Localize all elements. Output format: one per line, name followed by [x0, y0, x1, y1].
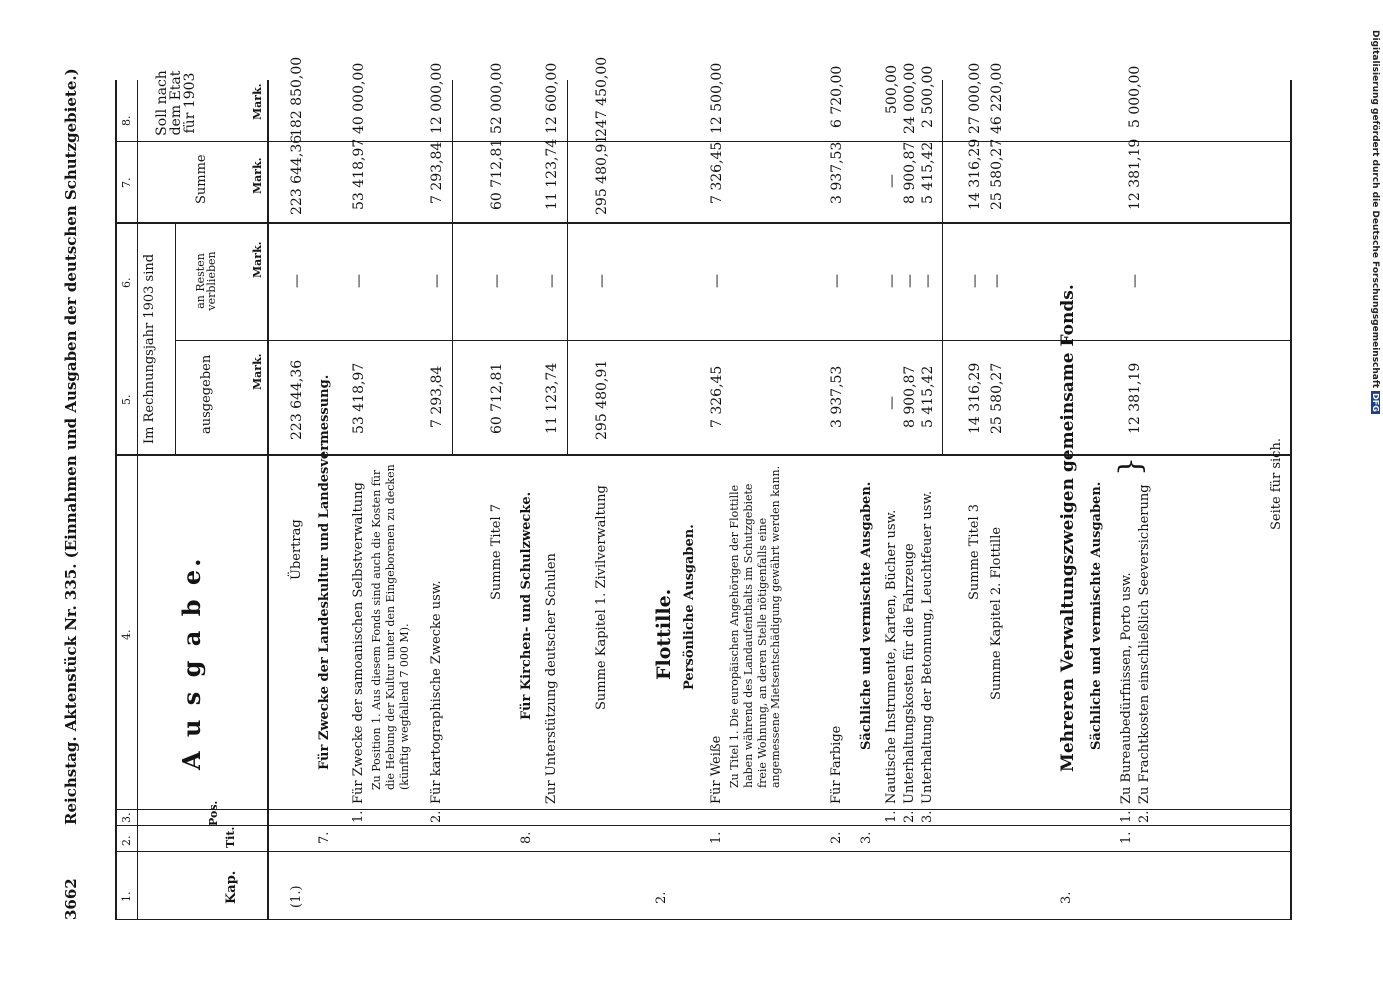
value-cell: — — [902, 274, 918, 288]
col-line — [115, 809, 1290, 810]
mark-unit: Mark. — [251, 157, 264, 194]
page-title: Reichstag. Aktenstück Nr. 335. (Einnahmen und Ausgaben der deutschen Schutzgebiete.) — [62, 68, 80, 825]
value-cell: 12 381,19 — [1127, 138, 1143, 210]
value-cell: 8 900,87 — [902, 141, 918, 204]
value-cell: 7 293,84 — [429, 365, 445, 428]
section-subheading: Sächliche und vermischte Ausgaben. — [1089, 481, 1104, 750]
note-text: Zu Titel 1. Die europäischen Angehörigen der Flottille haben während des Landaufenthalts im Schutzgebiete freie Wohnung, an deren Stelle nötigenfalls eine angemessene Mietsentschädigung gewährt werden kann. — [728, 465, 783, 788]
value-cell: 3 937,53 — [829, 365, 845, 428]
value-cell: — — [709, 274, 725, 288]
tit-cell: 3. — [859, 831, 874, 844]
tit-cell: 7. — [317, 831, 332, 844]
soll-header: Soll nach dem Etat für 1903 — [154, 70, 198, 136]
kap-cell: (1.) — [289, 885, 304, 908]
mark-unit: Mark. — [251, 83, 264, 120]
pos-cell: 1. — [884, 810, 899, 823]
section-heading: Für Kirchen- und Schulzwecke. — [519, 491, 534, 720]
col-num: 8. — [120, 115, 133, 126]
col-line — [115, 851, 1290, 852]
col-line — [115, 454, 1290, 456]
row-text: Für kartographische Zwecke usw. — [429, 580, 444, 804]
mark-unit: Mark. — [251, 353, 264, 390]
sum-text: Summe Titel 3 — [967, 503, 982, 600]
table-bottom-rule — [1290, 80, 1292, 920]
value-cell: — — [829, 274, 845, 288]
value-cell: 12 600,00 — [544, 62, 560, 134]
digitization-note — [1366, 30, 1382, 412]
col-line — [175, 340, 1290, 341]
tit-cell: 8. — [519, 831, 534, 844]
value-cell: 14 316,29 — [967, 138, 983, 210]
col-line — [115, 825, 1290, 826]
row-text: Zu Frachtkosten einschließlich Seeversicherung — [1137, 484, 1152, 804]
sum-rule — [942, 80, 943, 456]
row-text: Für Zwecke der samoanischen Selbstverwaltung — [351, 482, 366, 804]
tit-cell: 1. — [709, 831, 724, 844]
row-text: Übertrag — [289, 519, 304, 580]
col-num: 7. — [120, 177, 133, 188]
value-cell: — — [544, 274, 560, 288]
value-cell: — — [351, 274, 367, 288]
value-cell: — — [989, 274, 1005, 288]
value-cell: 5 000,00 — [1127, 65, 1143, 128]
pos-cell: 2. — [902, 810, 917, 823]
value-cell: 52 000,00 — [489, 62, 505, 134]
row-text: Unterhaltungskosten für die Fahrzeuge — [902, 543, 917, 804]
row-text: Unterhaltung der Betonnung, Leuchtfeuer usw. — [920, 490, 935, 804]
tit-header: Tit. — [224, 826, 237, 848]
value-cell: — — [884, 274, 900, 288]
chapter-heading: Flottille. — [653, 588, 675, 680]
value-cell: 223 644,36 — [289, 359, 305, 440]
summe-header: Summe — [194, 154, 209, 204]
mark-unit: Mark. — [251, 241, 264, 278]
value-cell: 60 712,81 — [489, 138, 505, 210]
value-cell: 12 500,00 — [709, 62, 725, 134]
tit-cell: 2. — [829, 831, 844, 844]
value-cell: — — [429, 274, 445, 288]
pos-cell: 2. — [1137, 810, 1152, 823]
value-cell: 25 580,27 — [989, 138, 1005, 210]
column-number-rule — [137, 80, 138, 920]
ausgegeben-header: ausgegeben — [199, 354, 214, 434]
value-cell: 53 418,97 — [351, 362, 367, 434]
value-cell: 7 293,84 — [429, 141, 445, 204]
table-top-rule — [115, 80, 117, 920]
pos-cell: 1. — [1119, 810, 1134, 823]
dfg-logo: DFG — [1371, 393, 1380, 412]
group-header: Im Rechnungsjahr 1903 sind — [142, 253, 157, 444]
sum-text: Summe Titel 7 — [489, 503, 504, 600]
value-cell: 182 850,00 — [289, 56, 305, 137]
sum-rule — [567, 80, 568, 456]
value-cell: 12 000,00 — [429, 62, 445, 134]
col-num: 6. — [120, 277, 133, 288]
note-text: Zu Position 1. Aus diesem Fonds sind auch die Kosten für die Hebung der Kultur unter den Eingeborenen zu decken (künftig wegfallend 7 000 M). — [370, 464, 411, 790]
sum-text: Summe Kapitel 2. Flottille — [989, 526, 1004, 700]
chapter-heading: Mehreren Verwaltungszweigen gemeinsame Fonds. — [1058, 284, 1078, 772]
kap-header: Kap. — [224, 870, 239, 904]
seite-fuer-sich: Seite für sich. — [1269, 438, 1284, 530]
value-cell: 295 480,91 — [594, 359, 610, 440]
value-cell: 8 900,87 — [902, 365, 918, 428]
value-cell: 11 123,74 — [544, 362, 560, 434]
value-cell: 14 316,29 — [967, 362, 983, 434]
value-cell: — — [594, 274, 610, 288]
section-heading: Sächliche und vermischte Ausgaben. — [859, 481, 874, 750]
value-cell: 2 500,00 — [920, 65, 936, 128]
value-cell: 40 000,00 — [351, 62, 367, 134]
row-text: Für Farbige — [829, 725, 844, 804]
value-cell: 24 000,00 — [902, 62, 918, 134]
col-num: 5. — [120, 394, 133, 405]
an-resten-header: an Resten verblieben — [194, 251, 218, 311]
value-cell: 25 580,27 — [989, 362, 1005, 434]
kap-cell: 2. — [654, 891, 669, 904]
col-line — [115, 222, 1290, 224]
ausgabe-header: A u s g a b e. — [177, 555, 206, 770]
value-cell: 60 712,81 — [489, 362, 505, 434]
row-text: Für Weiße — [709, 735, 724, 804]
value-cell: 5 415,42 — [920, 365, 936, 428]
header-bottom-rule — [267, 80, 269, 920]
value-cell: 46 220,00 — [989, 62, 1005, 134]
value-cell: 7 326,45 — [709, 365, 725, 428]
pos-cell: 2. — [429, 810, 444, 823]
value-cell: 5 415,42 — [920, 141, 936, 204]
brace: } — [1113, 456, 1148, 476]
value-cell: 6 720,00 — [829, 65, 845, 128]
col-num: 4. — [120, 629, 133, 640]
col-num: 2. — [120, 835, 133, 846]
value-cell: 27 000,00 — [967, 62, 983, 134]
row-text: Zu Bureaubedürfnissen, Porto usw. — [1119, 572, 1134, 804]
value-cell: 223 644,36 — [289, 134, 305, 215]
value-cell: 500,00 — [884, 65, 900, 114]
section-subheading: Persönliche Ausgaben. — [682, 524, 697, 690]
value-cell: 12 381,19 — [1127, 362, 1143, 434]
kap-cell: 3. — [1059, 891, 1074, 904]
sum-rule — [452, 80, 453, 456]
sum-text: Summe Kapitel 1. Zivilverwaltung — [594, 485, 609, 710]
pos-header: Pos. — [207, 800, 220, 826]
value-cell: — — [489, 274, 505, 288]
tit-cell: 1. — [1119, 831, 1134, 844]
pos-cell: 1. — [351, 810, 366, 823]
row-text: Zur Unterstützung deutscher Schulen — [544, 553, 559, 804]
value-cell: 53 418,97 — [351, 138, 367, 210]
section-heading: Für Zwecke der Landeskultur und Landesvermessung. — [317, 374, 332, 770]
value-cell: — — [967, 274, 983, 288]
pos-cell: 3. — [920, 810, 935, 823]
value-cell: — — [289, 274, 305, 288]
value-cell: — — [884, 396, 900, 410]
col-line — [115, 919, 1290, 920]
value-cell: 247 450,00 — [594, 56, 610, 137]
value-cell: 3 937,53 — [829, 141, 845, 204]
value-cell: — — [920, 274, 936, 288]
col-num: 1. — [120, 891, 133, 902]
value-cell: — — [1127, 274, 1143, 288]
col-num: 3. — [120, 812, 133, 823]
digitization-text: Digitalisierung gefördert durch die Deutsche Forschungsgemeinschaft — [1370, 30, 1380, 389]
value-cell: 11 123,74 — [544, 138, 560, 210]
value-cell: 7 326,45 — [709, 141, 725, 204]
value-cell: 295 480,91 — [594, 134, 610, 215]
page-number: 3662 — [62, 878, 80, 920]
value-cell: — — [884, 174, 900, 188]
row-text: Nautische Instrumente, Karten, Bücher usw. — [884, 509, 899, 804]
